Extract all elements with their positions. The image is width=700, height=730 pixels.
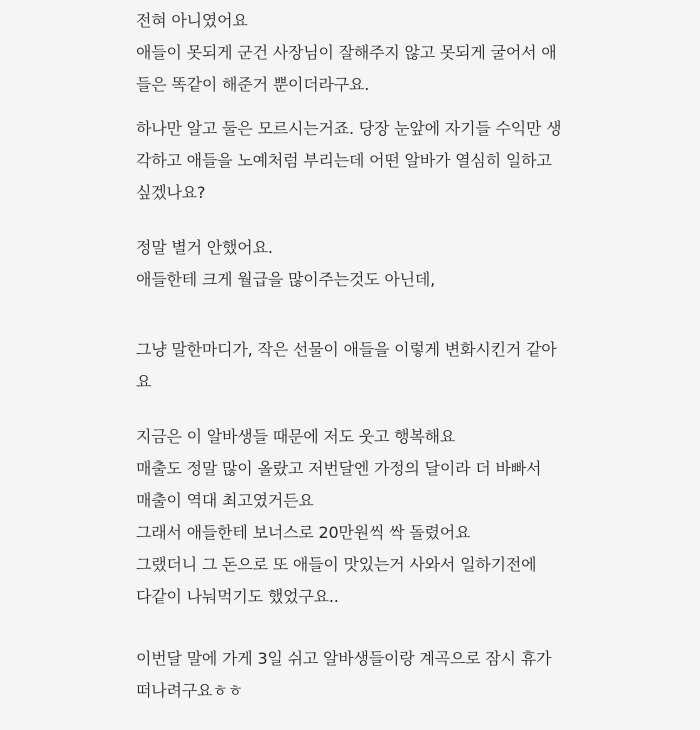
text-line: 각하고 애들을 노예처럼 부리는데 어떤 알바가 열심히 일하고 xyxy=(136,151,552,170)
text-line: 애들한테 크게 월급을 많이주는것도 아닌데, xyxy=(136,270,436,289)
text-line: 매출이 역대 최고였거든요 xyxy=(136,491,314,510)
text-line: 떠나려구요ㅎㅎ xyxy=(136,681,243,700)
text-line: 그랬더니 그 돈으로 또 애들이 맛있는거 사와서 일하기전에 xyxy=(136,555,537,574)
text-line: 이번달 말에 가게 3일 쉬고 알바생들이랑 계곡으로 잠시 휴가 xyxy=(136,649,552,668)
text-line: 요 xyxy=(136,372,152,391)
text-line: 매출도 정말 많이 올랐고 저번달엔 가정의 달이라 더 바빠서 xyxy=(136,459,542,478)
text-line: 싶겠나요? xyxy=(136,183,206,202)
text-line: 정말 별거 안했어요. xyxy=(136,238,273,257)
text-line: 지금은 이 알바생들 때문에 저도 웃고 행복해요 xyxy=(136,427,456,446)
text-line: 하나만 알고 둘은 모르시는거죠. 당장 눈앞에 자기들 수익만 생 xyxy=(136,119,562,138)
text-line: 다같이 나눠먹기도 했었구요.. xyxy=(136,587,339,606)
text-line: 들은 똑같이 해준거 뿐이더라구요. xyxy=(136,75,370,94)
text-line: 그냥 말한마디가, 작은 선물이 애들을 이렇게 변화시킨거 같아 xyxy=(136,340,557,359)
text-line: 전혀 아니였어요 xyxy=(136,11,248,30)
text-line: 그래서 애들한테 보너스로 20만원씩 싹 돌렸어요 xyxy=(136,523,471,542)
text-line: 애들이 못되게 군건 사장님이 잘해주지 않고 못되게 굴어서 애 xyxy=(136,43,557,62)
